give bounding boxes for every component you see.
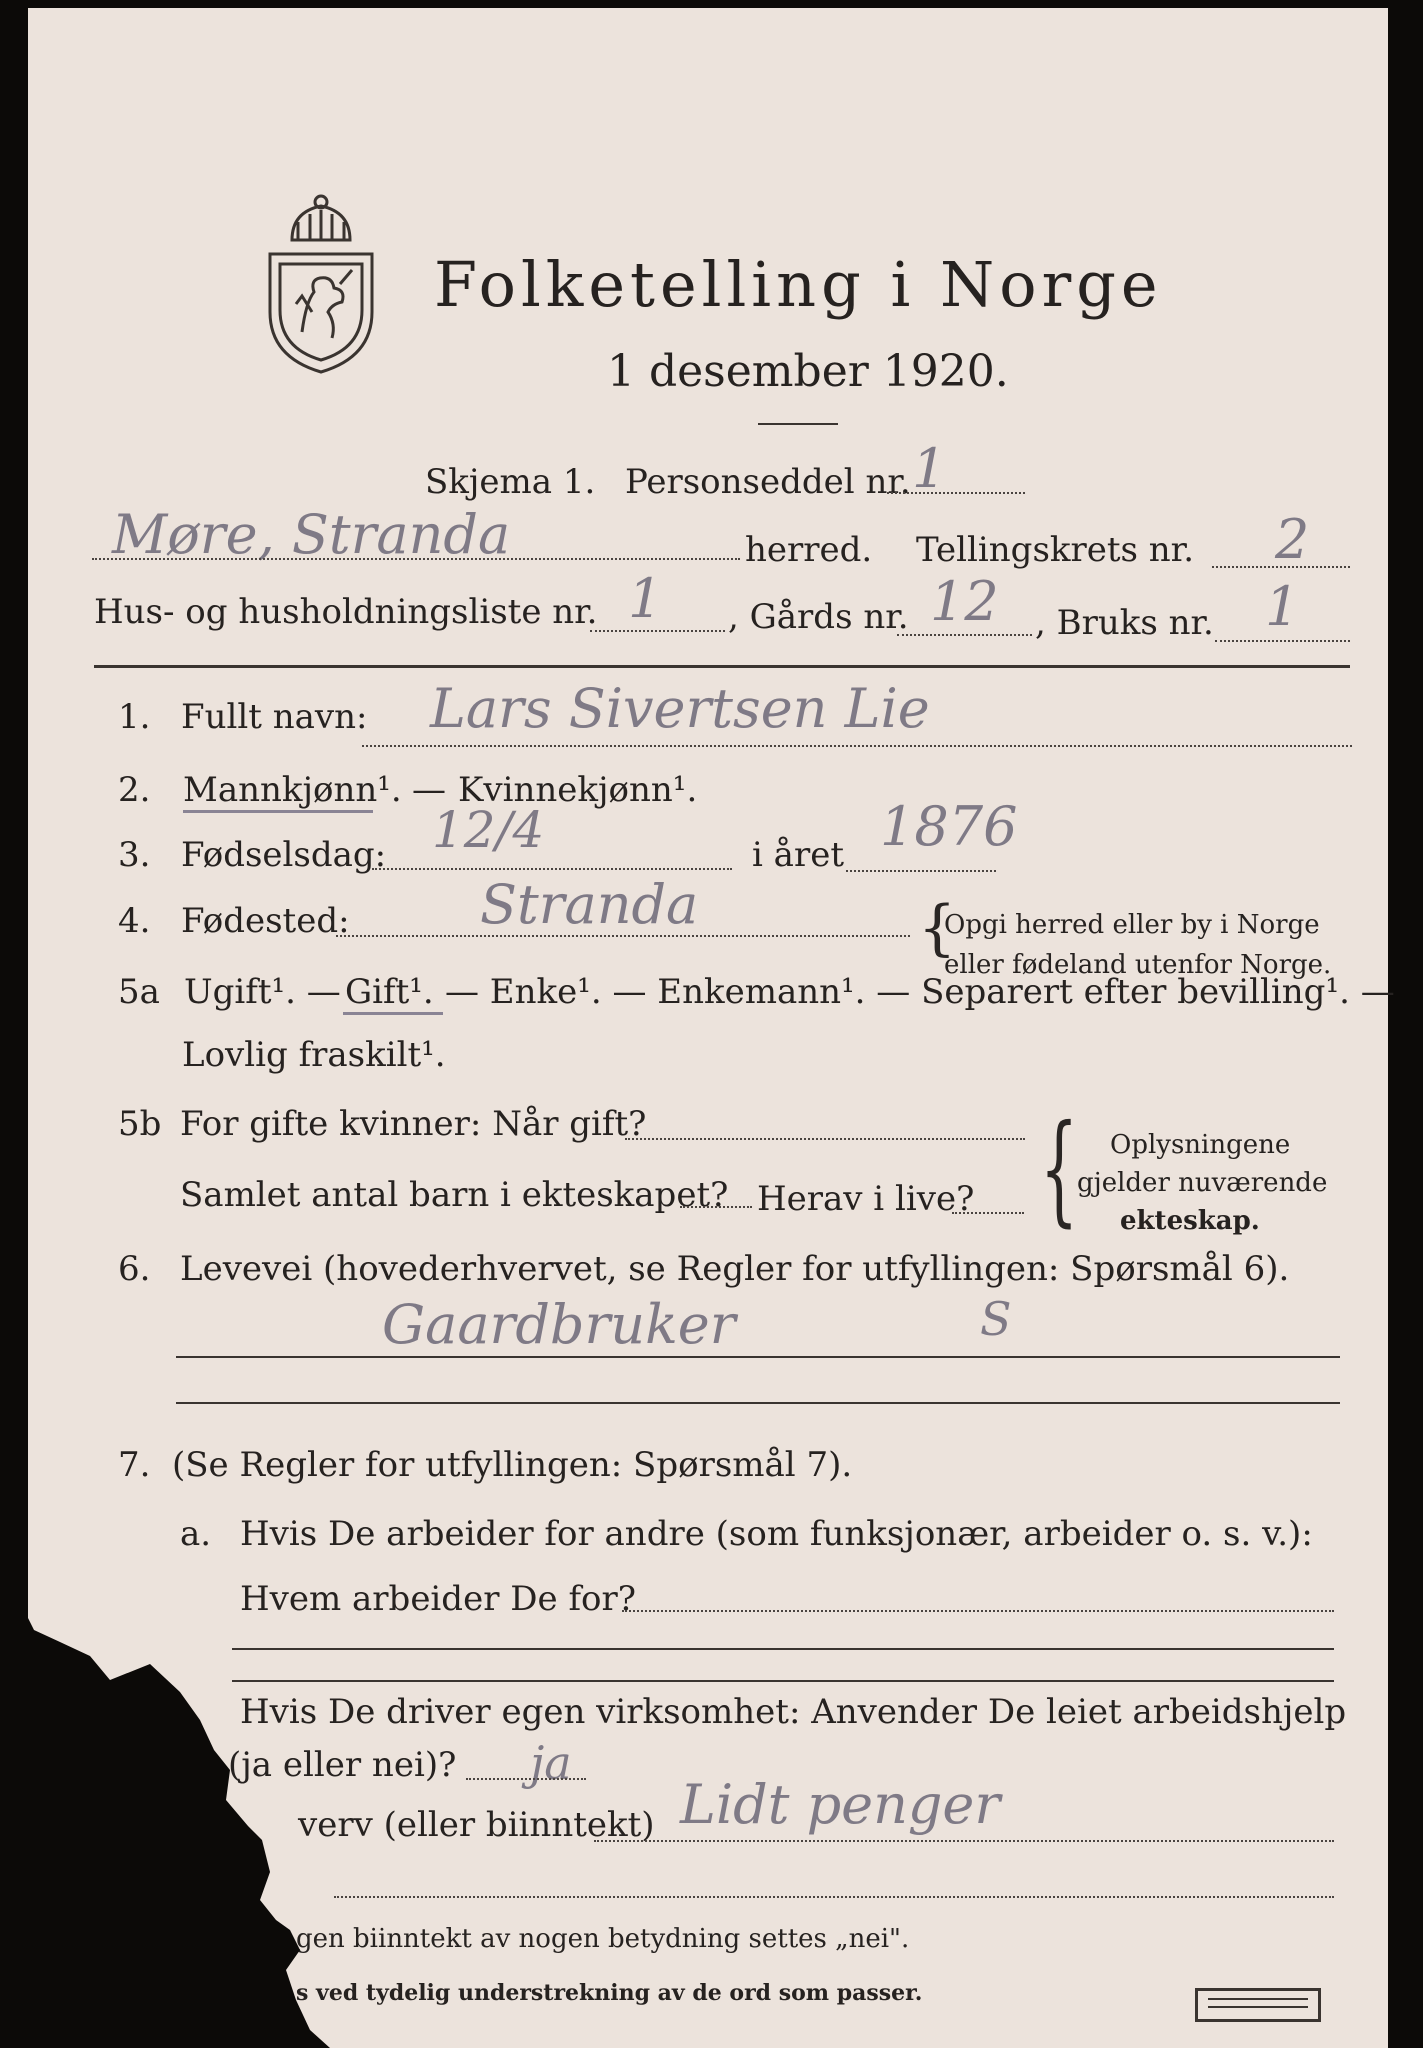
husholdningsliste-value[interactable]: 1 — [628, 567, 663, 630]
q5a-gift-option[interactable]: Gift¹. — [345, 972, 434, 1012]
q5b-married-field-line — [625, 1138, 1025, 1140]
bruks-label: , Bruks nr. — [1035, 603, 1214, 643]
header-rule — [94, 665, 1350, 668]
q6-code-mark: S — [980, 1292, 1012, 1346]
personseddel-value[interactable]: 1 — [912, 437, 947, 500]
bruks-value[interactable]: 1 — [1265, 575, 1300, 638]
q3-number: 3. — [118, 835, 151, 875]
bruks-field-line — [1215, 640, 1350, 642]
personseddel-field-line — [887, 492, 1025, 494]
q5b-children-field-line — [680, 1206, 752, 1208]
q6-occupation-value[interactable]: Gaardbruker — [382, 1293, 736, 1356]
q5b-alive-label: Herav i live? — [757, 1179, 975, 1219]
q5b-label: For gifte kvinner: Når gift? — [180, 1104, 647, 1144]
q5a-lovlig-fraskilt[interactable]: Lovlig fraskilt¹. — [182, 1035, 446, 1075]
q5b-number: 5b — [118, 1104, 162, 1144]
q7b-field-line — [466, 1778, 586, 1780]
q7c-income-value[interactable]: Lidt penger — [680, 1773, 1001, 1836]
q5a-number: 5a — [118, 972, 160, 1012]
q6-number: 6. — [118, 1249, 151, 1289]
q5b-note-line2: gjelder nuværende — [1077, 1168, 1328, 1198]
q4-field-line — [336, 935, 910, 937]
q7a-extra-line — [232, 1648, 1334, 1650]
husholdningsliste-label: Hus- og husholdningsliste nr. — [94, 592, 598, 632]
q7a-label: Hvis De arbeider for andre (som funksjonær, arbeider o. s. v.): — [240, 1514, 1313, 1554]
q3-year-value[interactable]: 1876 — [880, 795, 1018, 858]
q7c-extra-line — [334, 1896, 1334, 1898]
footnote-line1: gen biinntekt av nogen betydning settes „nei". — [296, 1924, 910, 1954]
gards-field-line — [897, 634, 1032, 636]
q5a-gift-underline — [343, 1012, 443, 1015]
q6-field-line — [176, 1356, 1340, 1358]
coat-of-arms-icon — [262, 192, 380, 377]
q5b-note-line1: Oplysningene — [1110, 1130, 1291, 1160]
q6-label: Levevei (hovederhvervet, se Regler for utfyllingen: Spørsmål 6). — [180, 1249, 1290, 1289]
q7-number: 7. — [118, 1445, 151, 1485]
q2-separator: — — [412, 770, 446, 810]
gards-label: , Gårds nr. — [728, 597, 909, 637]
q7b-answer-value[interactable]: ja — [530, 1736, 572, 1790]
q3-year-label: i året — [752, 835, 844, 875]
q3-birthday-value[interactable]: 12/4 — [432, 801, 545, 859]
husholdningsliste-field-line — [590, 630, 725, 632]
q7-label: (Se Regler for utfyllingen: Spørsmål 7). — [172, 1445, 853, 1485]
herred-value[interactable]: Møre, Stranda — [112, 503, 511, 566]
q6-extra-line — [176, 1402, 1340, 1404]
q7b-label: Hvis De driver egen virksomhet: Anvender De leiet arbeidshjelp — [240, 1692, 1347, 1732]
q7-divider — [232, 1680, 1334, 1682]
q5b-brace: { — [1040, 1100, 1079, 1239]
q7a-field-line — [622, 1610, 1334, 1612]
title-divider — [758, 423, 838, 425]
q1-name-value[interactable]: Lars Sivertsen Lie — [430, 677, 930, 740]
q7b-sub-label: (ja eller nei)? — [228, 1745, 457, 1785]
q4-brace: { — [918, 893, 957, 963]
q5b-alive-field-line — [952, 1212, 1024, 1214]
footnote-line2: s ved tydelig understrekning av de ord som passer. — [296, 1980, 923, 2006]
tellingskrets-label: Tellingskrets nr. — [916, 530, 1195, 570]
q5b-note-line3: ekteskap. — [1120, 1206, 1260, 1236]
q5b-children-label: Samlet antal barn i ekteskapet? — [180, 1175, 729, 1215]
herred-field-line — [92, 558, 740, 560]
q4-note-line2: eller fødeland utenfor Norge. — [944, 950, 1332, 980]
q2-number: 2. — [118, 770, 151, 810]
q3-label: Fødselsdag: — [181, 835, 387, 875]
q1-number: 1. — [118, 697, 151, 737]
skjema-label: Skjema 1. — [425, 462, 596, 502]
q4-number: 4. — [118, 901, 151, 941]
q2-male-underline — [183, 810, 373, 813]
q5a-ugift-option[interactable]: Ugift¹. — — [184, 972, 341, 1012]
q5a-other-options[interactable]: — Enke¹. — Enkemann¹. — Separert efter bevilling¹. — — [445, 972, 1395, 1012]
torn-paper-corner — [0, 1600, 360, 2048]
q4-birthplace-value[interactable]: Stranda — [480, 873, 699, 936]
q7a-letter: a. — [180, 1514, 212, 1554]
q7c-field-line — [594, 1840, 1334, 1842]
personseddel-label: Personseddel nr. — [625, 462, 911, 502]
q3-year-field-line — [846, 870, 996, 872]
q7a-sub-label: Hvem arbeider De for? — [240, 1579, 636, 1619]
q3-day-field-line — [372, 868, 732, 870]
census-date: 1 desember 1920. — [607, 346, 1009, 397]
q2-male-option[interactable]: Mannkjønn¹. — [183, 770, 402, 810]
q1-label: Fullt navn: — [181, 697, 368, 737]
q1-field-line — [362, 745, 1352, 747]
q7c-label: verv (eller biinntekt) — [298, 1805, 655, 1845]
q4-note-line1: Opgi herred eller by i Norge — [944, 910, 1320, 940]
herred-label: herred. — [745, 530, 873, 570]
q2-female-option[interactable]: Kvinnekjønn¹. — [458, 770, 698, 810]
tellingskrets-value[interactable]: 2 — [1275, 508, 1310, 571]
form-title: Folketelling i Norge — [434, 248, 1163, 321]
q4-label: Fødested: — [181, 901, 350, 941]
printer-stamp-icon — [1195, 1988, 1321, 2022]
gards-value[interactable]: 12 — [930, 570, 999, 633]
